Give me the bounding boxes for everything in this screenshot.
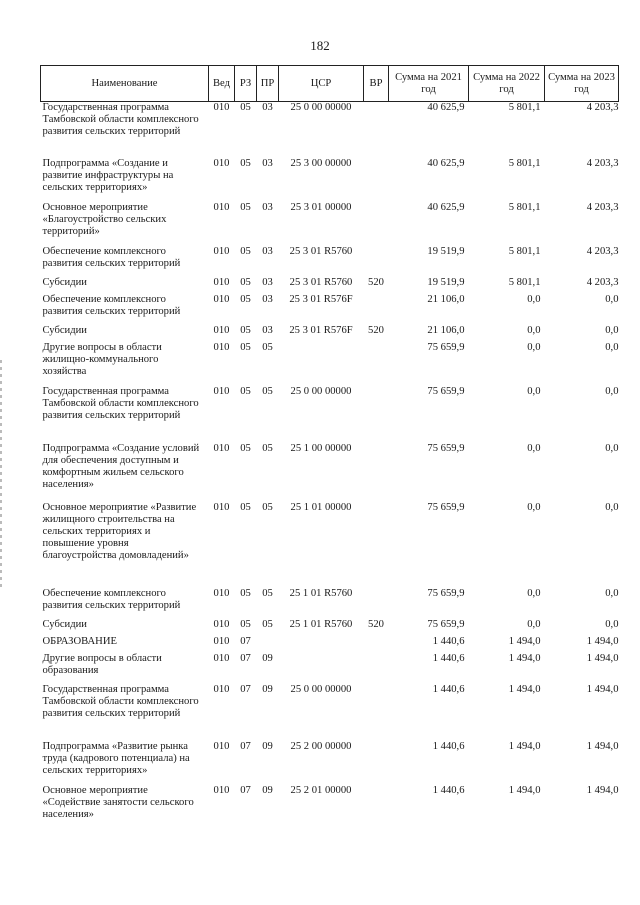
row-name: Государственная программа Тамбовской области комплексного развития сельских территорий xyxy=(42,683,199,719)
row-vr xyxy=(364,294,389,325)
row-sum-2021: 1 440,6 xyxy=(432,740,465,752)
row-ved: 010 xyxy=(213,442,230,454)
table-row xyxy=(41,619,619,636)
row-rz: 05 xyxy=(240,385,251,397)
row-sum-2021: 40 625,9 xyxy=(427,102,465,113)
row-pr: 03 xyxy=(262,245,273,257)
table-row xyxy=(41,653,619,684)
row-rz: 05 xyxy=(240,324,251,336)
row-sum-2021: 19 519,9 xyxy=(427,245,465,257)
row-vr: 520 xyxy=(368,324,384,336)
row-rz: 05 xyxy=(240,201,251,213)
scan-edge-mark xyxy=(0,360,2,590)
row-vr xyxy=(364,202,389,246)
row-pr xyxy=(257,636,279,653)
row-sum-2023: 0,0 xyxy=(605,587,619,599)
row-sum-2023: 4 203,3 xyxy=(586,157,619,169)
row-pr: 05 xyxy=(262,442,273,454)
row-name: Обеспечение комплексного развития сельских территорий xyxy=(42,293,181,317)
row-ved: 010 xyxy=(213,293,230,305)
row-sum-2023: 1 494,0 xyxy=(586,652,619,664)
row-sum-2023: 0,0 xyxy=(605,385,619,397)
row-sum-2022: 0,0 xyxy=(527,618,541,630)
row-pr: 03 xyxy=(262,102,273,113)
table-row xyxy=(41,443,619,502)
row-vr xyxy=(364,102,389,158)
row-sum-2023: 0,0 xyxy=(605,324,619,336)
row-sum-2022: 5 801,1 xyxy=(508,245,541,257)
row-sum-2023: 0,0 xyxy=(605,442,619,454)
table-row xyxy=(41,102,619,158)
row-sum-2021: 19 519,9 xyxy=(427,276,465,288)
row-sum-2021: 75 659,9 xyxy=(427,587,465,599)
row-vr xyxy=(364,588,389,619)
row-sum-2022: 1 494,0 xyxy=(508,683,541,695)
row-name: Обеспечение комплексного развития сельских территорий xyxy=(42,587,181,611)
row-csr: 25 2 00 00000 xyxy=(290,740,352,752)
row-sum-2023: 1 494,0 xyxy=(586,784,619,796)
row-pr: 03 xyxy=(262,293,273,305)
row-sum-2023: 4 203,3 xyxy=(586,102,619,113)
row-name: Основное мероприятие «Благоустройство сельских территорий» xyxy=(42,201,167,237)
row-name: Другие вопросы в области жилищно-коммунального хозяйства xyxy=(42,341,162,377)
table-row xyxy=(41,158,619,202)
row-csr: 25 1 01 00000 xyxy=(290,501,352,513)
row-sum-2022: 1 494,0 xyxy=(508,740,541,752)
row-sum-2023: 4 203,3 xyxy=(586,201,619,213)
row-csr: 25 1 01 R5760 xyxy=(289,587,353,599)
row-vr xyxy=(364,785,389,829)
row-sum-2022: 0,0 xyxy=(527,501,541,513)
row-pr: 09 xyxy=(262,740,273,752)
row-pr: 09 xyxy=(262,652,273,664)
row-csr: 25 3 01 R576F xyxy=(289,293,353,305)
row-csr: 25 1 01 R5760 xyxy=(289,618,353,630)
row-sum-2023: 1 494,0 xyxy=(586,683,619,695)
row-name: Субсидии xyxy=(42,276,87,288)
table-row xyxy=(41,636,619,653)
row-sum-2023: 1 494,0 xyxy=(586,635,619,647)
row-sum-2022: 1 494,0 xyxy=(508,784,541,796)
row-sum-2021: 40 625,9 xyxy=(427,157,465,169)
row-csr: 25 3 01 R5760 xyxy=(289,276,353,288)
row-vr xyxy=(364,684,389,741)
row-sum-2021: 40 625,9 xyxy=(427,201,465,213)
row-ved: 010 xyxy=(213,683,230,695)
row-rz: 05 xyxy=(240,501,251,513)
row-name: ОБРАЗОВАНИЕ xyxy=(42,635,117,647)
row-sum-2022: 5 801,1 xyxy=(508,276,541,288)
row-vr xyxy=(364,386,389,443)
row-csr: 25 3 01 R5760 xyxy=(289,245,353,257)
row-rz: 07 xyxy=(240,683,251,695)
row-name: Подпрограмма «Создание и развитие инфраструктуры на сельских территориях» xyxy=(42,157,174,193)
row-pr: 05 xyxy=(262,341,273,353)
row-pr: 03 xyxy=(262,276,273,288)
table-row xyxy=(41,202,619,246)
row-vr xyxy=(364,443,389,502)
table-row xyxy=(41,588,619,619)
row-sum-2021: 75 659,9 xyxy=(427,501,465,513)
row-rz: 05 xyxy=(240,157,251,169)
row-sum-2021: 75 659,9 xyxy=(427,385,465,397)
row-name: Субсидии xyxy=(42,324,87,336)
row-sum-2022: 0,0 xyxy=(527,341,541,353)
row-rz: 05 xyxy=(240,276,251,288)
row-sum-2022: 0,0 xyxy=(527,442,541,454)
row-ved: 010 xyxy=(213,341,230,353)
row-csr xyxy=(279,653,364,684)
row-sum-2022: 0,0 xyxy=(527,385,541,397)
row-csr: 25 0 00 00000 xyxy=(290,683,352,695)
row-pr: 05 xyxy=(262,587,273,599)
row-vr xyxy=(364,636,389,653)
row-rz: 05 xyxy=(240,618,251,630)
table-header-row xyxy=(41,66,619,102)
row-name: Основное мероприятие «Развитие жилищного строительства на сельских территориях и повышение уровня благоустройства домовладений» xyxy=(42,501,197,561)
row-csr xyxy=(279,342,364,386)
row-sum-2023: 0,0 xyxy=(605,293,619,305)
header-rz: РЗ xyxy=(235,66,257,102)
row-sum-2021: 1 440,6 xyxy=(432,635,465,647)
budget-table xyxy=(40,65,619,829)
row-sum-2022: 0,0 xyxy=(527,587,541,599)
table-row xyxy=(41,684,619,741)
table-row xyxy=(41,502,619,588)
header-sum-2021: Сумма на 2021 год xyxy=(389,66,469,102)
table-row xyxy=(41,246,619,277)
row-rz: 07 xyxy=(240,635,251,647)
row-pr: 09 xyxy=(262,683,273,695)
row-csr: 25 0 00 00000 xyxy=(290,102,352,113)
row-csr: 25 1 00 00000 xyxy=(290,442,352,454)
header-sum-2022: Сумма на 2022 год xyxy=(469,66,545,102)
row-csr xyxy=(279,636,364,653)
row-csr: 25 3 01 00000 xyxy=(290,201,352,213)
budget-table-container xyxy=(40,65,618,829)
table-row xyxy=(41,294,619,325)
row-sum-2022: 1 494,0 xyxy=(508,635,541,647)
row-sum-2021: 21 106,0 xyxy=(427,293,465,305)
row-name: Подпрограмма «Создание условий для обеспечения доступным и комфортным жильем сельского населения» xyxy=(42,442,200,490)
row-sum-2021: 75 659,9 xyxy=(427,618,465,630)
row-ved: 010 xyxy=(213,157,230,169)
header-pr: ПР xyxy=(257,66,279,102)
table-row xyxy=(41,342,619,386)
row-ved: 010 xyxy=(213,324,230,336)
row-name: Государственная программа Тамбовской области комплексного развития сельских территорий xyxy=(42,385,199,421)
header-vr: ВР xyxy=(364,66,389,102)
row-vr xyxy=(364,502,389,588)
row-sum-2023: 4 203,3 xyxy=(586,276,619,288)
row-ved: 010 xyxy=(213,201,230,213)
row-sum-2023: 0,0 xyxy=(605,501,619,513)
row-rz: 05 xyxy=(240,341,251,353)
table-row xyxy=(41,325,619,342)
row-csr: 25 2 01 00000 xyxy=(290,784,352,796)
row-sum-2022: 5 801,1 xyxy=(508,201,541,213)
row-ved: 010 xyxy=(213,102,230,113)
header-csr: ЦСР xyxy=(279,66,364,102)
row-sum-2023: 1 494,0 xyxy=(586,740,619,752)
row-ved: 010 xyxy=(213,740,230,752)
row-name: Другие вопросы в области образования xyxy=(42,652,162,676)
row-rz: 05 xyxy=(240,442,251,454)
header-ved: Вед xyxy=(209,66,235,102)
row-sum-2023: 4 203,3 xyxy=(586,245,619,257)
row-rz: 07 xyxy=(240,740,251,752)
row-pr: 05 xyxy=(262,618,273,630)
row-ved: 010 xyxy=(213,587,230,599)
row-vr: 520 xyxy=(368,276,384,288)
table-row xyxy=(41,785,619,829)
row-sum-2023: 0,0 xyxy=(605,618,619,630)
row-rz: 07 xyxy=(240,784,251,796)
row-ved: 010 xyxy=(213,276,230,288)
table-row xyxy=(41,741,619,785)
row-vr xyxy=(364,653,389,684)
row-rz: 05 xyxy=(240,587,251,599)
row-ved: 010 xyxy=(213,385,230,397)
row-sum-2023: 0,0 xyxy=(605,341,619,353)
row-pr: 09 xyxy=(262,784,273,796)
row-ved: 010 xyxy=(213,652,230,664)
row-sum-2022: 5 801,1 xyxy=(508,157,541,169)
row-rz: 05 xyxy=(240,102,251,113)
row-rz: 05 xyxy=(240,293,251,305)
row-sum-2021: 1 440,6 xyxy=(432,683,465,695)
row-rz: 07 xyxy=(240,652,251,664)
row-ved: 010 xyxy=(213,784,230,796)
row-pr: 05 xyxy=(262,501,273,513)
row-pr: 05 xyxy=(262,385,273,397)
row-csr: 25 3 01 R576F xyxy=(289,324,353,336)
header-sum-2023: Сумма на 2023 год xyxy=(545,66,619,102)
row-pr: 03 xyxy=(262,324,273,336)
row-pr: 03 xyxy=(262,201,273,213)
row-name: Основное мероприятие «Содействие занятости сельского населения» xyxy=(42,784,194,820)
row-sum-2021: 75 659,9 xyxy=(427,442,465,454)
row-ved: 010 xyxy=(213,635,230,647)
row-ved: 010 xyxy=(213,245,230,257)
row-name: Субсидии xyxy=(42,618,87,630)
row-sum-2021: 21 106,0 xyxy=(427,324,465,336)
row-sum-2022: 0,0 xyxy=(527,324,541,336)
row-pr: 03 xyxy=(262,157,273,169)
row-sum-2021: 1 440,6 xyxy=(432,784,465,796)
row-vr: 520 xyxy=(368,618,384,630)
row-vr xyxy=(364,342,389,386)
table-row xyxy=(41,386,619,443)
row-sum-2022: 5 801,1 xyxy=(508,102,541,113)
row-ved: 010 xyxy=(213,618,230,630)
row-ved: 010 xyxy=(213,501,230,513)
row-name: Государственная программа Тамбовской области комплексного развития сельских территорий xyxy=(42,102,199,137)
row-csr: 25 3 00 00000 xyxy=(290,157,352,169)
row-sum-2021: 75 659,9 xyxy=(427,341,465,353)
row-sum-2022: 0,0 xyxy=(527,293,541,305)
row-name: Подпрограмма «Развитие рынка труда (кадрового потенциала) на сельских территориях» xyxy=(42,740,190,776)
row-vr xyxy=(364,246,389,277)
row-rz: 05 xyxy=(240,245,251,257)
header-name: Наименование xyxy=(41,66,209,102)
row-vr xyxy=(364,158,389,202)
table-row xyxy=(41,277,619,294)
row-vr xyxy=(364,741,389,785)
page-number: 182 xyxy=(310,38,330,53)
row-sum-2021: 1 440,6 xyxy=(432,652,465,664)
row-sum-2022: 1 494,0 xyxy=(508,652,541,664)
row-csr: 25 0 00 00000 xyxy=(290,385,352,397)
row-name: Обеспечение комплексного развития сельских территорий xyxy=(42,245,181,269)
